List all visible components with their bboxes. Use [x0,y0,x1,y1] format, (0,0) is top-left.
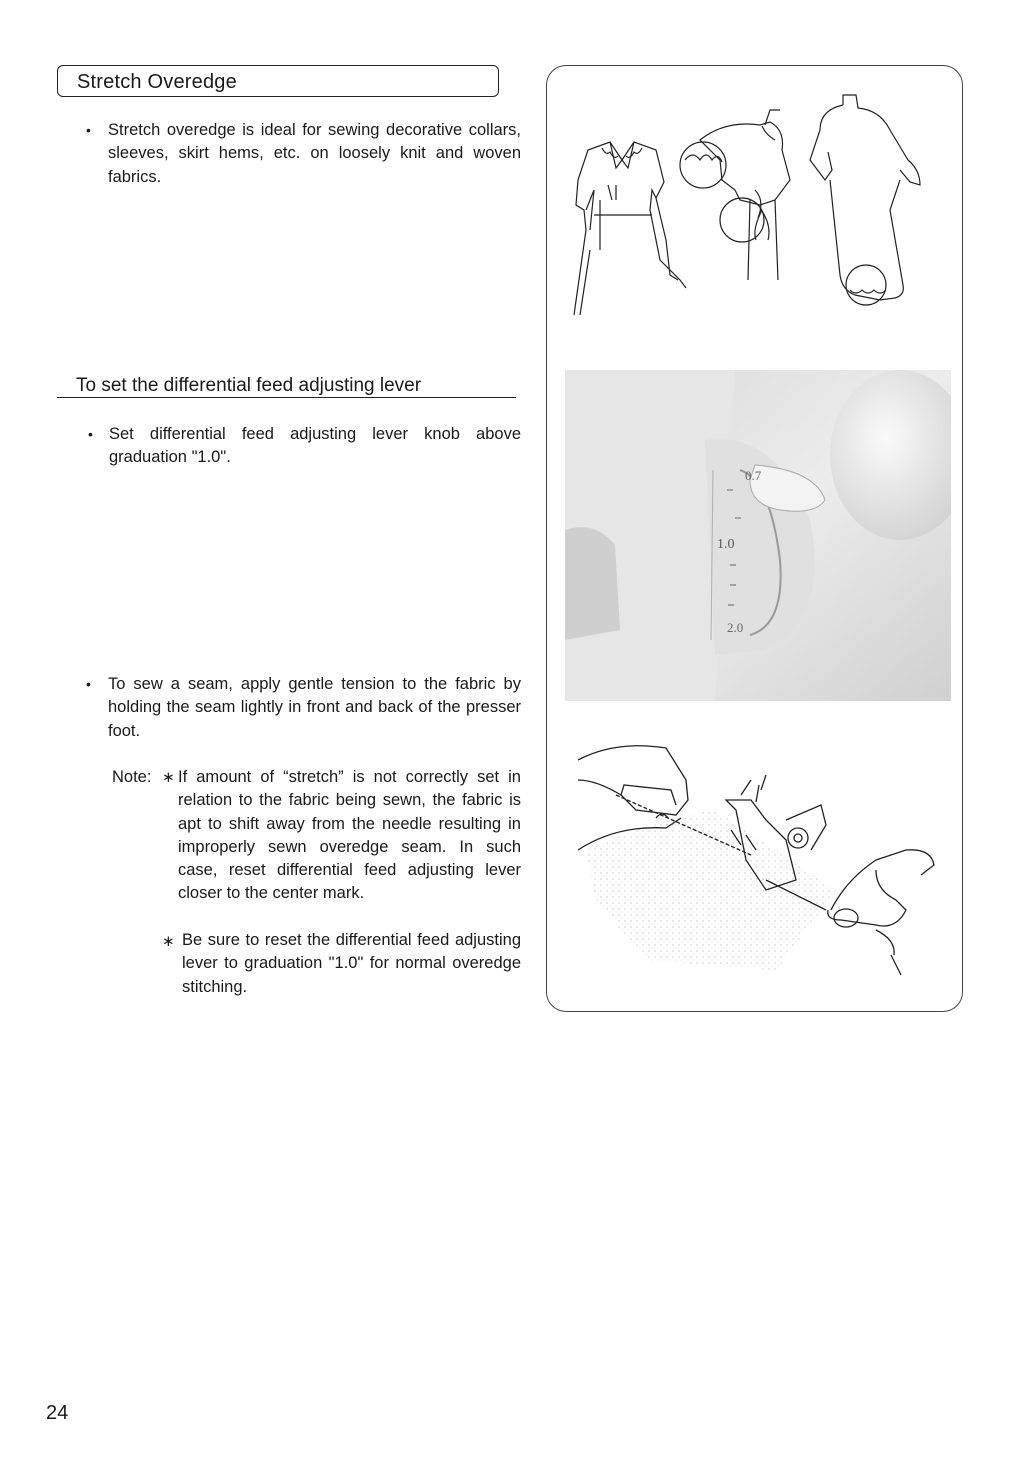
section-title-box [57,65,499,97]
intro-bullet-text: Stretch overedge is ideal for sewing decorative collars, sleeves, skirt hems, etc. on loosely knit and woven fabrics. [108,121,521,186]
note-asterisk: ∗ [162,933,175,950]
note-asterisk: ∗ [162,769,175,786]
differential-feed-lever-photo [565,370,951,701]
bullet-1-text: Set differential feed adjusting lever knob above graduation "1.0". [109,425,521,467]
garments-illustration [560,90,950,320]
note-item-2-first: Be sure to reset the differential feed adjusting lever to graduation "1.0" for normal overedge stitching. [182,931,521,996]
dial-label-0-7: 0.7 [745,468,762,483]
dial-label-1-0: 1.0 [717,537,735,552]
section-title: Stretch Overedge [77,71,237,93]
bullet-dot: • [86,122,91,138]
note-item-1: If amount of “stretch” is not correctly set in relation to the fabric being sewn, the fabric is apt to shift away from the needle resulting in improperly sewn overedge seam. In such case, reset differential feed adjusting lever closer to the center mark. [178,768,521,903]
bullet-dot: • [86,676,91,692]
subsection-title: To set the differential feed adjusting lever [57,375,516,398]
page-number: 24 [46,1402,69,1424]
bullet-2-text: To sew a seam, apply gentle tension to the fabric by holding the seam lightly in front and back of the presser foot. [108,675,521,740]
bullet-dot: • [88,426,93,442]
note-label: Note: [112,768,152,786]
sewing-seam-illustration [576,740,936,980]
dial-label-2-0: 2.0 [727,620,744,635]
